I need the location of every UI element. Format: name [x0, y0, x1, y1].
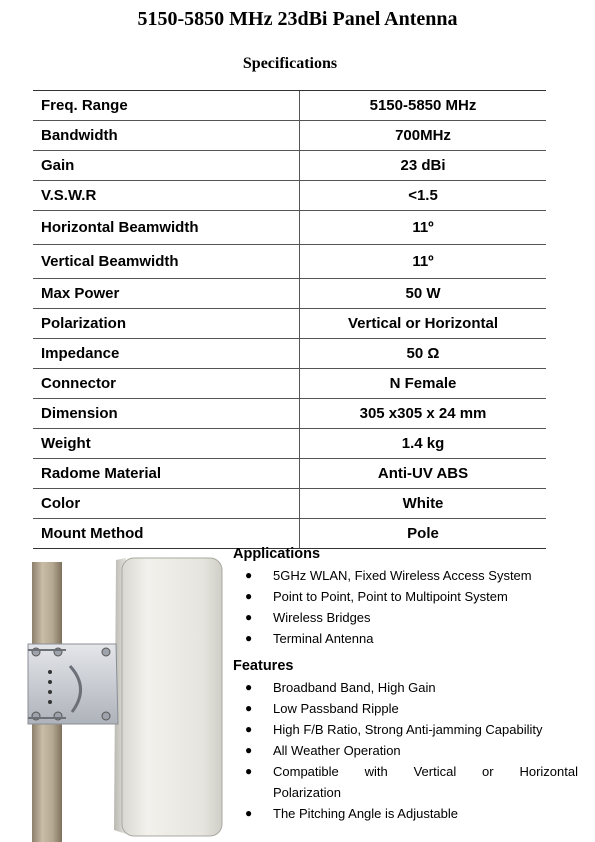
spec-label: Radome Material — [33, 459, 300, 489]
bullet-icon: ● — [245, 568, 253, 582]
spec-value: Pole — [300, 519, 547, 549]
spec-label: Impedance — [33, 339, 300, 369]
spec-value: 5150-5850 MHz — [300, 91, 547, 121]
table-row — [33, 489, 546, 519]
bullet-icon: ● — [245, 680, 253, 694]
spec-label: Connector — [33, 369, 300, 399]
application-text: Terminal Antenna — [273, 631, 374, 646]
table-row — [33, 339, 546, 369]
spec-value: 11º — [300, 245, 547, 279]
spec-label: Freq. Range — [33, 91, 300, 121]
spec-label: Horizontal Beamwidth — [33, 211, 300, 245]
specifications-heading: Specifications — [242, 55, 338, 72]
spec-value: 700MHz — [300, 121, 547, 151]
bullet-icon: ● — [245, 722, 253, 736]
list-item — [233, 803, 578, 824]
spec-label: V.S.W.R — [33, 181, 300, 211]
table-row — [33, 399, 546, 429]
table-row — [33, 91, 546, 121]
features-list — [233, 677, 578, 824]
list-item — [233, 761, 578, 803]
spec-label: Mount Method — [33, 519, 300, 549]
spec-value: <1.5 — [300, 181, 547, 211]
applications-heading: Applications — [233, 546, 321, 562]
list-item — [233, 698, 578, 719]
list-item — [233, 719, 578, 740]
spec-value: 11º — [300, 211, 547, 245]
bullet-icon: ● — [245, 806, 253, 820]
spec-label: Color — [33, 489, 300, 519]
table-row — [33, 459, 546, 489]
feature-text: Broadband Band, High Gain — [273, 680, 436, 695]
specifications-table — [33, 90, 546, 549]
list-item — [233, 586, 578, 607]
table-row — [33, 181, 546, 211]
features-heading: Features — [233, 658, 294, 674]
spec-value: 50 W — [300, 279, 547, 309]
bullet-icon: ● — [245, 631, 253, 645]
spec-label: Bandwidth — [33, 121, 300, 151]
spec-value: Anti-UV ABS — [300, 459, 547, 489]
document-title: 5150-5850 MHz 23dBi Panel Antenna — [137, 8, 458, 30]
bullet-icon: ● — [245, 743, 253, 757]
table-row — [33, 211, 546, 245]
applications-list — [233, 565, 578, 649]
table-row — [33, 245, 546, 279]
spec-value: Vertical or Horizontal — [300, 309, 547, 339]
table-row — [33, 519, 546, 549]
spec-value: 1.4 kg — [300, 429, 547, 459]
list-item — [233, 565, 578, 586]
bullet-icon: ● — [245, 610, 253, 624]
spec-label: Weight — [33, 429, 300, 459]
spec-label: Vertical Beamwidth — [33, 245, 300, 279]
feature-text: Compatible with Vertical or Horizontal — [273, 764, 578, 779]
spec-label: Gain — [33, 151, 300, 181]
feature-text-continued: Polarization — [273, 785, 341, 800]
table-row — [33, 429, 546, 459]
bullet-icon: ● — [245, 764, 253, 778]
table-row — [33, 369, 546, 399]
spec-label: Polarization — [33, 309, 300, 339]
bullet-icon: ● — [245, 589, 253, 603]
feature-text: High F/B Ratio, Strong Anti-jamming Capability — [273, 722, 543, 737]
application-text: Wireless Bridges — [273, 610, 371, 625]
feature-text: All Weather Operation — [273, 743, 401, 758]
table-row — [33, 121, 546, 151]
list-item — [233, 607, 578, 628]
application-text: 5GHz WLAN, Fixed Wireless Access System — [273, 568, 532, 583]
spec-value: 50 Ω — [300, 339, 547, 369]
spec-value: 23 dBi — [300, 151, 547, 181]
table-row — [33, 309, 546, 339]
bullet-icon: ● — [245, 701, 253, 715]
table-row — [33, 279, 546, 309]
spec-value: 305 x305 x 24 mm — [300, 399, 547, 429]
feature-text: The Pitching Angle is Adjustable — [273, 806, 459, 821]
table-row — [33, 151, 546, 181]
spec-value: White — [300, 489, 547, 519]
application-text: Point to Point, Point to Multipoint System — [273, 589, 508, 604]
antenna-product-photo — [18, 548, 228, 842]
list-item — [233, 740, 578, 761]
spec-label: Dimension — [33, 399, 300, 429]
list-item — [233, 677, 578, 698]
spec-label: Max Power — [33, 279, 300, 309]
spec-value: N Female — [300, 369, 547, 399]
feature-text: Low Passband Ripple — [273, 701, 399, 716]
list-item — [233, 628, 578, 649]
